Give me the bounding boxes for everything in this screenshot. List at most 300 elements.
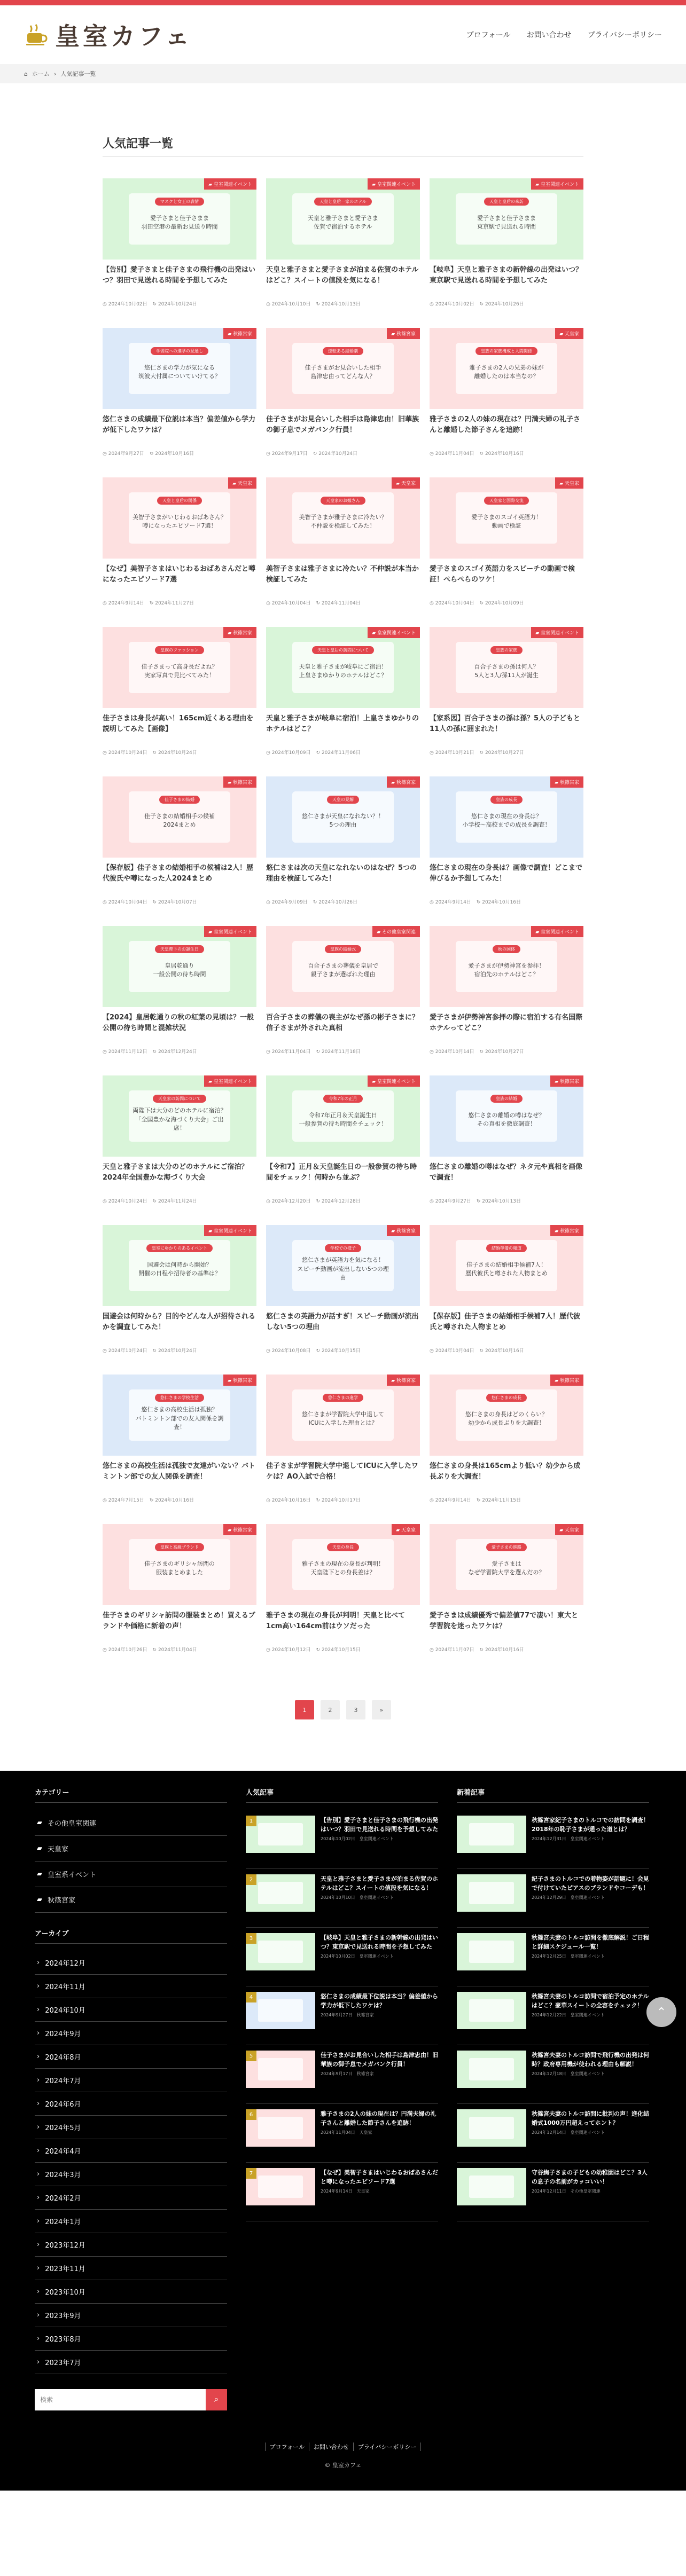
article-card[interactable] <box>103 776 256 926</box>
thumbnail-tag: 天皇家と国際交流 <box>484 497 529 505</box>
category-label[interactable] <box>204 926 256 937</box>
article-thumbnail[interactable] <box>430 1225 583 1306</box>
thumbnail-caption: 悠仁さまの現在の身長は？ 小学校〜高校までの成長を調査！ <box>462 812 551 828</box>
article-thumbnail[interactable] <box>430 1524 583 1605</box>
folder-icon: ▰ <box>391 780 396 786</box>
category-label-text: 皇室関連イベント <box>540 182 579 187</box>
side-thumbnail[interactable] <box>246 1816 315 1853</box>
article-card[interactable] <box>266 926 420 1075</box>
thumbnail-panel <box>129 791 230 843</box>
folder-icon: ▰ <box>208 1079 214 1085</box>
category-label[interactable] <box>531 627 583 638</box>
article-card[interactable] <box>266 328 420 477</box>
footer-nav-profile[interactable]: プロフォール <box>265 2443 309 2451</box>
article-title[interactable]: 愛子さまが伊勢神宮参拝の際に宿泊する有名国際ホテルってどこ？ <box>430 1014 583 1033</box>
folder-icon: ▰ <box>555 1229 560 1234</box>
article-dates <box>103 1496 256 1503</box>
article-thumbnail[interactable] <box>266 1075 420 1157</box>
category-label[interactable] <box>223 1524 256 1535</box>
published-date-text: 2024年11月04日 <box>435 451 474 457</box>
article-card[interactable] <box>430 178 583 328</box>
refresh-icon: ↻ <box>316 1498 322 1503</box>
side-title[interactable]: 秋篠宮夫妻のトルコ訪問で宿泊予定のホテルはどこ？豪華スイートの全容をチェック！ <box>532 1993 649 2009</box>
updated-date-text: 2024年10月16日 <box>485 451 524 457</box>
category-label[interactable] <box>531 178 583 190</box>
archive-link[interactable] <box>35 1951 227 1975</box>
side-title[interactable]: 【なぜ】美智子さまはいじわるおばあさんだと噂になったエピソード7選 <box>321 2169 438 2186</box>
article-card[interactable] <box>266 1075 420 1225</box>
clock-icon: ◷ <box>430 1348 435 1354</box>
site-logo[interactable] <box>24 17 193 52</box>
category-label-text: 秋篠宮家 <box>232 332 252 337</box>
search-button[interactable] <box>206 2389 227 2410</box>
article-thumbnail[interactable] <box>103 178 256 260</box>
article-card[interactable] <box>430 328 583 477</box>
article-thumbnail[interactable] <box>103 477 256 559</box>
folder-icon: ▰ <box>555 1378 560 1384</box>
category-label[interactable] <box>555 328 583 339</box>
article-title[interactable]: 天皇と雅子さまと愛子さまが泊まる佐賀のホテルはどこ？スイートの値段を気になる！ <box>266 266 419 285</box>
published-date-text: 2024年10月12日 <box>271 1647 311 1653</box>
side-title[interactable]: 秋篠宮家紀子さまのトルコでの訪問を調査！2018年の恥子さまが通った道とは？ <box>532 1817 649 1833</box>
article-title[interactable]: 天皇と雅子さまは大分のどのホテルにご宿泊？2024年全国豊かな海づくり大会 <box>103 1163 248 1182</box>
archive-link[interactable] <box>35 2069 227 2092</box>
published-date-text: 2024年10月21日 <box>435 750 474 756</box>
archive-link-text: 2024年3月 <box>45 2171 81 2179</box>
category-label[interactable] <box>204 1225 256 1236</box>
article-card[interactable] <box>266 477 420 627</box>
breadcrumb-home[interactable]: ホーム <box>32 70 50 77</box>
article-card[interactable] <box>430 1375 583 1524</box>
category-label[interactable] <box>204 178 256 190</box>
thumbnail-caption: 天皇と雅子さまが岐阜にご宿泊！ 上皇さまゆかりのホテルはどこ？ <box>299 663 387 679</box>
thumbnail-tag: 天皇と皇后の訪問について <box>312 646 374 654</box>
archive-link-text: 2024年10月 <box>45 2007 85 2015</box>
side-thumbnail[interactable] <box>246 1874 315 1912</box>
side-thumbnail-panel <box>469 2117 514 2139</box>
folder-icon: ▰ <box>228 780 233 786</box>
article-thumbnail[interactable] <box>266 926 420 1007</box>
updated-date <box>316 1496 361 1503</box>
article-title[interactable]: 雅子さまの2人の妹の現在は？円満夫婦の礼子さんと離婚した節子さんを追跡！ <box>430 415 581 435</box>
category-label[interactable] <box>531 926 583 937</box>
side-thumbnail-panel <box>258 2176 303 2198</box>
article-thumbnail[interactable] <box>103 776 256 858</box>
article-title[interactable]: 雅子さまの現在の身長が判明！天皇と比べて1cm高い164cm前はウソだった <box>266 1612 406 1631</box>
article-dates <box>266 300 420 307</box>
category-label[interactable] <box>387 1375 420 1386</box>
archive-link-text: 2023年10月 <box>45 2289 85 2297</box>
category-label[interactable] <box>555 1524 583 1535</box>
archive-link[interactable] <box>35 2116 227 2139</box>
thumbnail-panel <box>292 193 394 245</box>
article-dates <box>430 450 583 457</box>
archive-link[interactable] <box>35 2351 227 2374</box>
nav-privacy[interactable]: プライバシーポリシー <box>587 31 662 40</box>
article-card[interactable] <box>266 1524 420 1674</box>
side-thumbnail-panel <box>469 1882 514 1904</box>
popular-item[interactable] <box>246 1986 438 2045</box>
article-title[interactable]: 愛子さまは成績優秀で偏差値77で凄い！東大と学習院を迷ったワケは？ <box>430 1612 579 1631</box>
new-item[interactable] <box>457 1810 649 1869</box>
side-title[interactable]: 秋篠宮夫妻のトルコ訪問を徹底解説！ご日程と詳細スケジュール一覧！ <box>532 1934 649 1951</box>
updated-date-text: 2024年10月26日 <box>485 302 524 307</box>
folder-icon: ▰ <box>372 631 377 636</box>
thumbnail-panel <box>292 1090 394 1142</box>
category-label[interactable] <box>550 1075 583 1087</box>
category-label-text: 皇室関連イベント <box>377 631 416 636</box>
footer-nav-privacy[interactable]: プライバシーポリシー <box>353 2443 421 2451</box>
side-title[interactable]: 雅子さまの2人の妹の現在は？円満夫婦の礼子さんと離婚した節子さんを追跡！ <box>321 2110 436 2127</box>
article-card[interactable] <box>103 627 256 776</box>
article-title[interactable]: 愛子さまのスゴイ英語力をスピーチの動画で検証！ぺらぺらのワケ！ <box>430 565 575 584</box>
updated-date-text: 2024年10月27日 <box>485 1049 524 1055</box>
archive-link[interactable] <box>35 2257 227 2280</box>
article-thumbnail[interactable] <box>430 627 583 708</box>
archive-link[interactable] <box>35 2092 227 2116</box>
article-title[interactable]: 【保存版】佳子さまの結婚相手候補7人！歴代彼氏と噂された人物まとめ <box>430 1313 581 1332</box>
side-thumbnail[interactable] <box>246 2051 315 2088</box>
article-card[interactable] <box>103 328 256 477</box>
article-thumbnail[interactable] <box>103 328 256 409</box>
article-thumbnail[interactable] <box>266 1225 420 1306</box>
thumbnail-panel <box>456 343 557 394</box>
archive-link[interactable] <box>35 2045 227 2069</box>
updated-date <box>316 1646 361 1653</box>
page-1[interactable]: 1 <box>295 1700 314 1719</box>
archive-link-text: 2023年9月 <box>45 2312 81 2320</box>
article-title[interactable]: 佳子さまは身長が高い！165cm近くある理由を説明してみた【画像】 <box>103 714 254 734</box>
category-label[interactable] <box>372 926 420 937</box>
article-card[interactable] <box>430 776 583 926</box>
chevron-right-icon: › <box>37 2170 40 2178</box>
thumbnail-panel <box>292 941 394 992</box>
article-card[interactable] <box>103 1075 256 1225</box>
side-title[interactable]: 守谷絢子さまの子どもの幼稚園はどこ？3人の息子の名前がカッコいい！ <box>532 2169 648 2186</box>
category-label[interactable] <box>387 1225 420 1236</box>
category-label[interactable] <box>368 178 420 190</box>
article-dates <box>103 1347 256 1354</box>
side-thumbnail[interactable] <box>457 2168 526 2205</box>
article-card[interactable] <box>103 477 256 627</box>
search-input[interactable] <box>35 2389 206 2410</box>
category-label[interactable] <box>368 1075 420 1087</box>
article-title[interactable]: 悠仁さまは次の天皇になれないのはなぜ？5つの理由を検証してみた！ <box>266 864 417 883</box>
category-label[interactable] <box>228 477 256 489</box>
category-label[interactable] <box>223 1375 256 1386</box>
article-card[interactable] <box>430 1225 583 1375</box>
article-dates <box>103 898 256 905</box>
side-thumbnail[interactable] <box>457 1816 526 1853</box>
article-dates <box>103 450 256 457</box>
page-next[interactable]: » <box>372 1700 391 1719</box>
popular-item[interactable] <box>246 2045 438 2104</box>
category-label-text: 天皇家 <box>564 481 579 486</box>
side-title[interactable]: 悠仁さまの成績最下位説は本当？偏差値から学力が低下したワケは？ <box>321 1993 438 2009</box>
thumbnail-panel <box>129 1389 230 1441</box>
category-label-text: その他皇室関連 <box>381 930 416 935</box>
category-label[interactable] <box>550 1225 583 1236</box>
article-card[interactable] <box>266 1225 420 1375</box>
side-title[interactable]: 佳子さまがお見合いした相手は島津忠由！旧華族の御子息でメガバンク行員！ <box>321 2052 438 2068</box>
category-label[interactable] <box>387 328 420 339</box>
category-label[interactable] <box>555 477 583 489</box>
side-thumbnail[interactable] <box>457 2109 526 2147</box>
archive-link[interactable] <box>35 2022 227 2045</box>
article-title[interactable]: 百合子さまの葬儀の喪主がなぜ孫の彬子さまに？信子さまが外された真相 <box>266 1014 419 1033</box>
article-thumbnail[interactable] <box>103 1375 256 1456</box>
popular-item[interactable] <box>246 1869 438 1928</box>
footer-col-left <box>35 1787 227 2410</box>
archive-link-text: 2023年12月 <box>45 2242 85 2250</box>
article-thumbnail[interactable] <box>430 1375 583 1456</box>
updated-date <box>313 898 357 905</box>
side-thumbnail[interactable] <box>457 2051 526 2088</box>
archive-link-text: 2024年11月 <box>45 1983 85 1991</box>
side-meta: 2024年12月31日 皇室関連イベント <box>532 1836 605 1842</box>
clock-icon: ◷ <box>266 900 272 905</box>
updated-date-text: 2024年10月07日 <box>158 900 197 905</box>
article-thumbnail[interactable] <box>266 477 420 559</box>
side-title[interactable]: 秋篠宮夫妻のトルコ訪問に批判の声！進化結婚式1000万円超えってホント？ <box>532 2110 649 2127</box>
article-title[interactable]: 悠仁さまの成績最下位説は本当？偏差値から学力が低下したワケは？ <box>103 415 256 435</box>
article-thumbnail[interactable] <box>430 178 583 260</box>
article-card[interactable] <box>430 627 583 776</box>
side-thumbnail[interactable] <box>246 1992 315 2029</box>
article-title[interactable]: 悠仁さまの高校生活は孤独で友達がいない？バトミントン部での友人関係を調査！ <box>103 1462 255 1481</box>
article-title[interactable]: 【なぜ】美智子さまはいじわるおばあさんだと噂になったエピソード7選 <box>103 565 256 584</box>
category-label[interactable] <box>223 776 256 788</box>
article-card[interactable] <box>103 178 256 328</box>
article-title[interactable]: 美智子さまは雅子さまに冷たい？不仲説が本当か検証してみた <box>266 565 419 584</box>
archive-link[interactable] <box>35 1998 227 2022</box>
updated-date <box>153 749 197 756</box>
article-card[interactable] <box>430 1524 583 1674</box>
article-card[interactable] <box>103 1225 256 1375</box>
article-card[interactable] <box>266 627 420 776</box>
side-title[interactable]: 【岐阜】天皇と雅子さまの新幹線の出発はいつ？東京駅で見送れる時間を予想してみた <box>321 1934 438 1951</box>
archive-link[interactable] <box>35 2327 227 2351</box>
category-label[interactable] <box>392 1524 420 1535</box>
category-label[interactable] <box>387 776 420 788</box>
category-label[interactable] <box>550 776 583 788</box>
article-card[interactable] <box>430 1075 583 1225</box>
clock-icon: ◷ <box>266 1049 272 1055</box>
article-title[interactable]: 【家系図】百合子さまの孫は孫？5人の子どもと11人の孫に囲まれた！ <box>430 714 581 734</box>
article-card[interactable] <box>430 926 583 1075</box>
popular-item[interactable] <box>246 1810 438 1869</box>
article-title[interactable]: 佳子さまが学習院大学中退してICUに入学したワケは？AO入試で合格！ <box>266 1462 418 1481</box>
footer-nav-contact[interactable]: お問い合わせ <box>309 2443 353 2451</box>
category-label[interactable] <box>368 627 420 638</box>
thumbnail-tag: 悠仁さまの進学 <box>323 1394 363 1402</box>
archive-link[interactable] <box>35 2139 227 2163</box>
article-card[interactable] <box>266 776 420 926</box>
folder-icon: ▰ <box>372 182 377 187</box>
published-date-text: 2024年10月04日 <box>108 900 147 905</box>
archive-link[interactable] <box>35 2280 227 2304</box>
category-label-text: 天皇家 <box>237 481 252 486</box>
side-title[interactable]: 天皇と雅子さまと愛子さまが泊まる佐賀のホテルはどこ？スイートの値段を気になる！ <box>321 1875 438 1892</box>
article-thumbnail[interactable] <box>430 926 583 1007</box>
article-thumbnail[interactable] <box>266 776 420 858</box>
thumbnail-tag: 皇族と高級ブランド <box>155 1543 204 1551</box>
archive-list <box>35 1951 227 2374</box>
thumbnail-caption: 悠仁さまの離婚の噂はなぜ？ その真相を徹底調査！ <box>468 1111 545 1127</box>
archive-link[interactable] <box>35 2233 227 2257</box>
rank-badge: 4 <box>246 1992 256 2002</box>
article-thumbnail[interactable] <box>430 328 583 409</box>
updated-date <box>153 1048 197 1055</box>
new-item[interactable] <box>457 1986 649 2045</box>
refresh-icon: ↻ <box>316 1348 322 1354</box>
page-3[interactable]: 3 <box>346 1700 365 1719</box>
chevron-right-icon: › <box>37 2100 40 2108</box>
article-thumbnail[interactable] <box>430 477 583 559</box>
article-thumbnail[interactable] <box>103 1075 256 1157</box>
updated-date-text: 2024年12月24日 <box>158 1049 197 1055</box>
article-card[interactable] <box>266 1375 420 1524</box>
article-title[interactable]: 【岐阜】天皇と雅子さまの新幹線の出発はいつ？東京駅で見送れる時間を予想してみた <box>430 266 583 285</box>
refresh-icon: ↻ <box>152 1049 158 1055</box>
site-header <box>0 5 686 64</box>
page-2[interactable]: 2 <box>321 1700 340 1719</box>
category-label[interactable] <box>223 328 256 339</box>
category-link[interactable] <box>35 1862 227 1887</box>
article-thumbnail[interactable] <box>103 1225 256 1306</box>
updated-date-text: 2024年10月09日 <box>485 601 524 606</box>
new-item[interactable] <box>457 2045 649 2104</box>
article-card[interactable] <box>103 1524 256 1674</box>
chevron-right-icon: › <box>37 2335 40 2343</box>
nav-contact[interactable]: お問い合わせ <box>526 31 572 40</box>
article-title[interactable]: 佳子さまがお見合いした相手は島津忠由！旧華族の御子息でメガバンク行員！ <box>266 415 419 435</box>
side-thumbnail[interactable] <box>246 1933 315 1970</box>
article-title[interactable]: 悠仁さまの英語力が話すぎ！スピーチ動画が流出しない5つの理由 <box>266 1313 419 1332</box>
article-card[interactable] <box>430 477 583 627</box>
refresh-icon: ↻ <box>152 1647 158 1653</box>
thumbnail-caption: 悠仁さまが学習院大学中退して ICUに入学した理由とは？ <box>302 1410 384 1426</box>
archive-link[interactable] <box>35 1975 227 1998</box>
side-meta: 2024年9月27日 秋篠宮家 <box>321 2013 374 2018</box>
popular-list <box>246 1810 438 2221</box>
popular-item[interactable] <box>246 2163 438 2221</box>
article-card[interactable] <box>266 178 420 328</box>
side-thumbnail[interactable] <box>457 1992 526 2029</box>
thumbnail-panel <box>129 941 230 992</box>
side-title[interactable]: 【告別】愛子さまと佳子さまの飛行機の出発はいつ？羽田で見送れる時間を予想してみた <box>321 1817 438 1833</box>
article-thumbnail[interactable] <box>430 1075 583 1157</box>
footer-col-popular <box>246 1787 438 2410</box>
category-link[interactable] <box>35 1887 227 1913</box>
article-title[interactable]: 悠仁さまの身長は165cmより低い？幼少から成長ぶりを大調査！ <box>430 1462 581 1481</box>
new-item[interactable] <box>457 1869 649 1928</box>
article-thumbnail[interactable] <box>266 1524 420 1605</box>
clock-icon: ◷ <box>103 1199 108 1204</box>
thumbnail-panel <box>292 492 394 544</box>
thumbnail-tag: 天皇の身長 <box>327 1543 359 1551</box>
back-to-top-button[interactable] <box>646 1997 676 2027</box>
clock-icon: ◷ <box>103 451 108 457</box>
category-link-text: 秋篠宮家 <box>48 1897 76 1905</box>
side-meta: 2024年12月22日 皇室関連イベント <box>532 2013 605 2018</box>
article-thumbnail[interactable] <box>103 1524 256 1605</box>
rank-badge: 6 <box>246 2109 256 2120</box>
category-label[interactable] <box>223 627 256 638</box>
category-label[interactable] <box>392 477 420 489</box>
new-item[interactable] <box>457 2163 649 2221</box>
clock-icon: ◷ <box>103 1348 108 1354</box>
article-thumbnail[interactable] <box>266 178 420 260</box>
clock-icon: ◷ <box>266 1647 272 1653</box>
chevron-right-icon: › <box>37 2076 40 2084</box>
archive-link[interactable] <box>35 2210 227 2233</box>
article-title[interactable]: 天皇と雅子さまが岐阜に宿泊！上皇さまゆかりのホテルはどこ？ <box>266 714 419 734</box>
article-title[interactable]: 悠仁さまの現在の身長は？画像で調査！どこまで伸びるか予想してみた！ <box>430 864 583 883</box>
category-link[interactable] <box>35 1836 227 1862</box>
new-item[interactable] <box>457 2104 649 2163</box>
refresh-icon: ↻ <box>479 1647 485 1653</box>
folder-icon: ▰ <box>37 1870 42 1878</box>
nav-profile[interactable]: プロフォール <box>466 31 511 40</box>
article-title[interactable]: 【2024】皇居乾通りの秋の紅葉の見頃は？一般公開の待ち時間と混雑状況 <box>103 1014 254 1033</box>
popular-item[interactable] <box>246 1928 438 1986</box>
thumbnail-caption: 美智子さまがいじわるおばあさん？ 噂になったエピソード7選！ <box>132 513 227 529</box>
article-thumbnail[interactable] <box>103 926 256 1007</box>
side-title[interactable]: 紀子さまのトルコでの着物姿が話題に！会見で付けていたピアスのブランドやコーデも！ <box>532 1875 649 1892</box>
article-thumbnail[interactable] <box>103 627 256 708</box>
top-accent-bar <box>0 0 686 5</box>
category-label[interactable] <box>550 1375 583 1386</box>
archive-link-text: 2024年8月 <box>45 2054 81 2062</box>
chevron-right-icon: › <box>37 2288 40 2296</box>
popular-item[interactable] <box>246 2104 438 2163</box>
updated-date-text: 2024年11月27日 <box>155 601 194 606</box>
article-card[interactable] <box>103 1375 256 1524</box>
side-title[interactable]: 秋篠宮夫妻のトルコ訪問で飛行機の出発は何時？政府専用機が使われる理由も解説！ <box>532 2052 649 2068</box>
thumbnail-panel <box>129 642 230 693</box>
article-card[interactable] <box>103 926 256 1075</box>
article-title[interactable]: 国避会は何時から？目的やどんな人が招待されるかを調査してみた！ <box>103 1313 256 1332</box>
article-title[interactable]: 悠仁さまの離婚の噂はなぜ？ネタ元や真相を画像で調査！ <box>430 1163 583 1182</box>
side-thumbnail[interactable] <box>457 1933 526 1970</box>
published-date-text: 2024年7月15日 <box>108 1498 144 1503</box>
clock-icon: ◷ <box>430 1049 435 1055</box>
article-title[interactable]: 【保存版】佳子さまの結婚相手の候補は2人！歴代彼氏や噂になった人2024まとめ <box>103 864 254 883</box>
article-title[interactable]: 【告別】愛子さまと佳子さまの飛行機の出発はいつ？羽田で見送れる時間を予想してみた <box>103 266 256 285</box>
category-link[interactable] <box>35 1810 227 1836</box>
side-thumbnail[interactable] <box>246 2109 315 2147</box>
published-date <box>103 1496 144 1503</box>
side-thumbnail[interactable] <box>246 2168 315 2205</box>
article-thumbnail[interactable] <box>266 1375 420 1456</box>
archive-link[interactable] <box>35 2163 227 2186</box>
article-thumbnail[interactable] <box>266 328 420 409</box>
category-label[interactable] <box>204 1075 256 1087</box>
side-thumbnail[interactable] <box>457 1874 526 1912</box>
article-thumbnail[interactable] <box>266 627 420 708</box>
thumbnail-caption: 佳子さまの結婚相手候補7人！ 歴代彼氏と噂された人物まとめ <box>465 1261 548 1277</box>
archive-link[interactable] <box>35 2304 227 2327</box>
archive-link[interactable] <box>35 2186 227 2210</box>
updated-date-text: 2024年10月27日 <box>485 750 524 756</box>
new-item[interactable] <box>457 1928 649 1986</box>
article-thumbnail[interactable] <box>430 776 583 858</box>
published-date <box>266 898 308 905</box>
article-title[interactable]: 佳子さまのギリシャ訪問の服装まとめ！買えるブランドや価格に新着の声！ <box>103 1612 255 1631</box>
article-title[interactable]: 【令和7】正月＆天皇誕生日の一般参賀の待ち時間をチェック！何時から並ぶ？ <box>266 1163 417 1182</box>
folder-icon: ▰ <box>208 930 214 935</box>
